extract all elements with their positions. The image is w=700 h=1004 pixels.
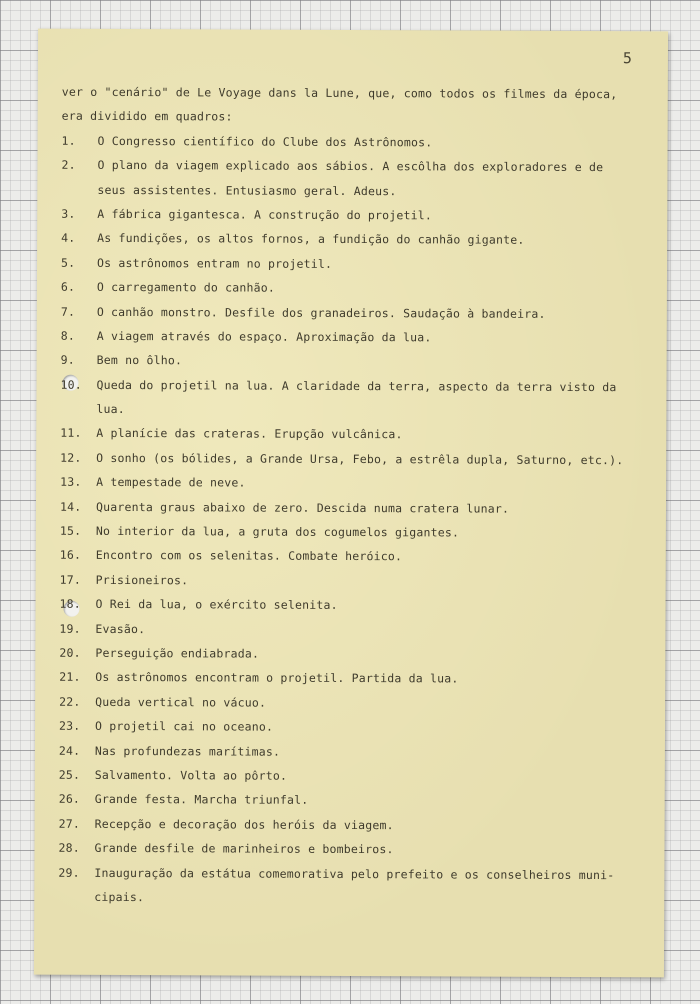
item-text: Queda vertical no vácuo. bbox=[95, 694, 267, 710]
item-text: Inauguração da estátua comemorativa pelo prefeito e os conselheiros muni- bbox=[94, 865, 615, 882]
item-text: Os astrônomos entram no projetil. bbox=[97, 255, 333, 271]
intro-line: ver o "cenário" de Le Voyage dans la Lune, que, como todos os filmes da época, bbox=[61, 84, 618, 102]
list-item bbox=[59, 787, 649, 814]
item-number: 28. bbox=[58, 840, 80, 855]
item-text: Evasão. bbox=[95, 621, 146, 636]
item-text: lua. bbox=[96, 401, 125, 417]
item-number: 17. bbox=[59, 572, 82, 587]
item-text: Perseguição endiabrada. bbox=[95, 645, 260, 661]
item-number: 26. bbox=[58, 792, 81, 807]
list-item bbox=[60, 592, 650, 619]
list-item bbox=[59, 641, 649, 668]
list-item bbox=[60, 421, 650, 448]
item-text: Encontro com os selenitas. Combate heróico. bbox=[95, 548, 403, 564]
item-number: 2. bbox=[61, 157, 76, 172]
list-item bbox=[61, 324, 651, 351]
item-text: O sonho (os bólides, a Grande Ursa, Febo, a estrêla dupla, Saturno, etc.). bbox=[96, 450, 624, 468]
list-item bbox=[58, 836, 648, 863]
item-text: A viagem através do espaço. Aproximação da lua. bbox=[96, 328, 432, 345]
item-text: O carregamento do canhão. bbox=[96, 280, 276, 295]
item-text: seus assistentes. Entusiasmo geral. Adeus. bbox=[97, 182, 397, 198]
item-number: 18. bbox=[59, 596, 81, 612]
item-number: 1. bbox=[61, 133, 76, 148]
page-number: 5 bbox=[622, 49, 632, 68]
list-item bbox=[60, 494, 650, 521]
list-item bbox=[59, 616, 649, 643]
page-body bbox=[58, 80, 652, 912]
item-text: Salvamento. Volta ao pôrto. bbox=[94, 767, 288, 783]
item-text: Prisioneiros. bbox=[95, 572, 189, 588]
item-text: A tempestade de neve. bbox=[96, 475, 246, 490]
item-text: Queda do projetil na lua. A claridade da terra, aspecto da terra visto da bbox=[96, 377, 617, 394]
item-text: O projetil cai no oceano. bbox=[94, 719, 274, 734]
list-item bbox=[59, 763, 649, 790]
item-number: 10. bbox=[60, 377, 82, 392]
list-item bbox=[60, 470, 650, 497]
item-text: Bem no ôlho. bbox=[96, 353, 183, 368]
item-text: A planície das crateras. Erupção vulcânica. bbox=[96, 426, 403, 442]
item-number: 13. bbox=[60, 474, 82, 490]
list-item bbox=[59, 811, 649, 838]
item-text: Quarenta graus abaixo de zero. Descida numa cratera lunar. bbox=[95, 499, 510, 516]
list-item bbox=[61, 299, 651, 326]
list-item bbox=[62, 129, 652, 156]
item-text: O plano da viagem explicado aos sábios. A escôlha dos exploradores e de bbox=[97, 158, 604, 175]
item-text: Recepção e decoração dos heróis da viagem. bbox=[94, 816, 394, 832]
item-text: As fundições, os altos fornos, a fundição do canhão gigante. bbox=[97, 231, 525, 248]
item-number: 5. bbox=[61, 255, 76, 270]
item-text: Grande festa. Marcha triunfal. bbox=[94, 792, 309, 808]
item-text: No interior da lua, a gruta dos cogumelos gigantes. bbox=[95, 523, 460, 540]
item-text: Grande desfile de marinheiros e bombeiros. bbox=[94, 840, 394, 857]
item-text: O canhão monstro. Desfile dos granadeiros. Saudação à bandeira. bbox=[96, 304, 546, 321]
list-item bbox=[61, 153, 651, 204]
list-item bbox=[60, 446, 650, 473]
item-number: 25. bbox=[58, 767, 81, 782]
typewritten-page bbox=[34, 29, 668, 978]
item-number: 12. bbox=[60, 450, 82, 465]
item-number: 8. bbox=[60, 328, 76, 343]
item-number: 29. bbox=[58, 865, 80, 880]
item-text: O Congresso científico do Clube dos Astrônomos. bbox=[97, 133, 433, 150]
list-item bbox=[61, 348, 651, 375]
list-item bbox=[59, 665, 649, 692]
list-item bbox=[59, 714, 649, 741]
item-text: cipais. bbox=[94, 889, 145, 904]
list-item bbox=[61, 275, 651, 302]
item-number: 23. bbox=[58, 718, 81, 733]
item-text: A fábrica gigantesca. A construção do projetil. bbox=[97, 206, 433, 223]
item-number: 27. bbox=[58, 816, 81, 831]
list-item bbox=[59, 738, 649, 765]
item-number: 3. bbox=[61, 206, 76, 221]
item-number: 16. bbox=[59, 548, 82, 563]
list-item bbox=[59, 689, 649, 716]
list-item bbox=[60, 519, 650, 546]
item-text: Os astrônomos encontram o projetil. Partida da lua. bbox=[95, 670, 459, 686]
item-number: 7. bbox=[60, 304, 76, 319]
list-item bbox=[60, 372, 650, 423]
item-text: O Rei da lua, o exército selenita. bbox=[95, 597, 338, 613]
item-number: 19. bbox=[59, 621, 81, 636]
intro-line: era dividido em quadros: bbox=[61, 109, 233, 124]
list-item bbox=[58, 860, 648, 911]
item-text: Nas profundezas marítimas. bbox=[94, 743, 281, 759]
item-number: 6. bbox=[60, 279, 76, 294]
item-number: 11. bbox=[60, 426, 82, 441]
item-number: 15. bbox=[59, 523, 82, 538]
list-item bbox=[60, 568, 650, 595]
item-number: 9. bbox=[60, 353, 75, 368]
list-item bbox=[61, 250, 651, 277]
list-item bbox=[61, 202, 651, 229]
item-number: 24. bbox=[58, 743, 81, 758]
item-number: 14. bbox=[59, 499, 82, 514]
item-number: 20. bbox=[59, 645, 81, 660]
list-item bbox=[61, 226, 651, 253]
list-item bbox=[60, 543, 650, 570]
item-number: 22. bbox=[59, 694, 81, 709]
item-number: 21. bbox=[59, 670, 81, 685]
item-number: 4. bbox=[61, 231, 76, 246]
